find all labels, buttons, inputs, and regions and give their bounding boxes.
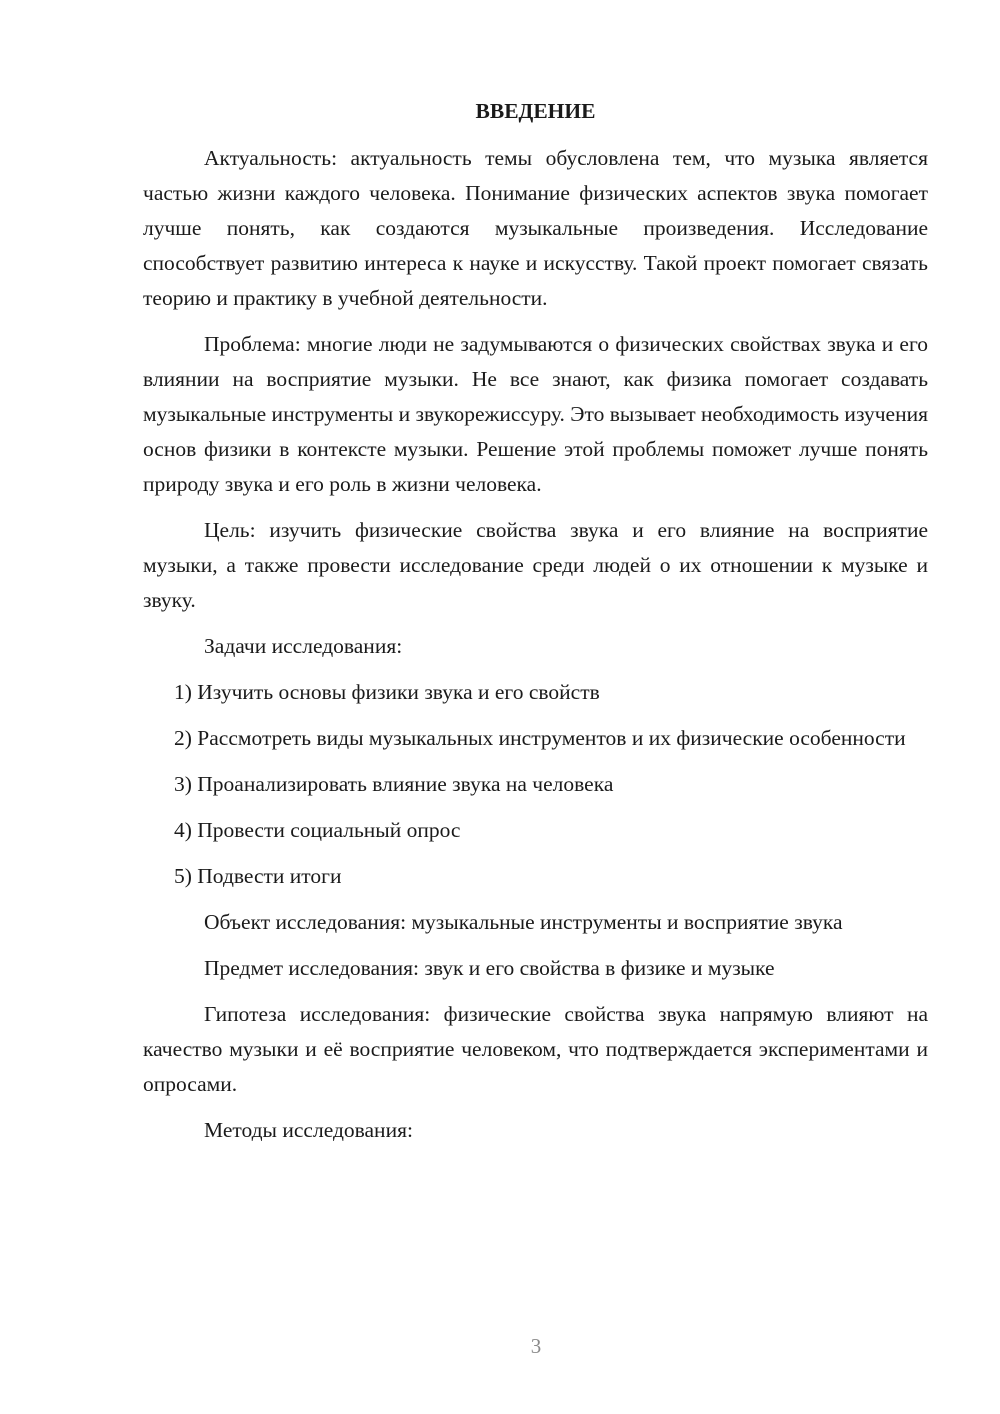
section-title: ВВЕДЕНИЕ bbox=[475, 99, 596, 123]
subject-paragraph: Предмет исследования: звук и его свойства в физике и музыке bbox=[204, 956, 775, 980]
task-item-1: 1) Изучить основы физики звука и его свойств bbox=[174, 680, 600, 704]
task-item-5: 5) Подвести итоги bbox=[174, 864, 342, 888]
goal-paragraph: Цель: изучить физические свойства звука и его влияние на восприятие музыки, а также провести исследование среди людей о их отношении к музыке и звуку. bbox=[143, 518, 928, 612]
task-item-3: 3) Проанализировать влияние звука на человека bbox=[174, 772, 614, 796]
document-page bbox=[143, 94, 928, 1159]
hypothesis-paragraph: Гипотеза исследования: физические свойства звука напрямую влияют на качество музыки и её восприятие человеком, что подтверждается экспериментами и опросами. bbox=[143, 1002, 928, 1096]
object-paragraph: Объект исследования: музыкальные инструменты и восприятие звука bbox=[204, 910, 843, 934]
relevance-paragraph: Актуальность: актуальность темы обусловлена тем, что музыка является частью жизни каждого человека. Понимание физических аспектов звука помогает лучше понять, как создаются музыкальные произведения. Исследование способствует развитию интереса к науке и искусству. Такой проект помогает связать теорию и практику в учебной деятельности. bbox=[143, 146, 928, 310]
problem-paragraph: Проблема: многие люди не задумываются о физических свойствах звука и его влиянии на восприятие музыки. Не все знают, как физика помогает создавать музыкальные инструменты и звукорежиссуру. Это вызывает необходимость изучения основ физики в контексте музыки. Решение этой проблемы поможет лучше понять природу звука и его роль в жизни человека. bbox=[143, 332, 928, 496]
task-item-2: 2) Рассмотреть виды музыкальных инструментов и их физические особенности bbox=[174, 726, 906, 750]
tasks-heading: Задачи исследования: bbox=[204, 634, 403, 658]
methods-heading: Методы исследования: bbox=[204, 1118, 413, 1142]
task-item-4: 4) Провести социальный опрос bbox=[174, 818, 461, 842]
page-number: 3 bbox=[530, 1334, 542, 1358]
